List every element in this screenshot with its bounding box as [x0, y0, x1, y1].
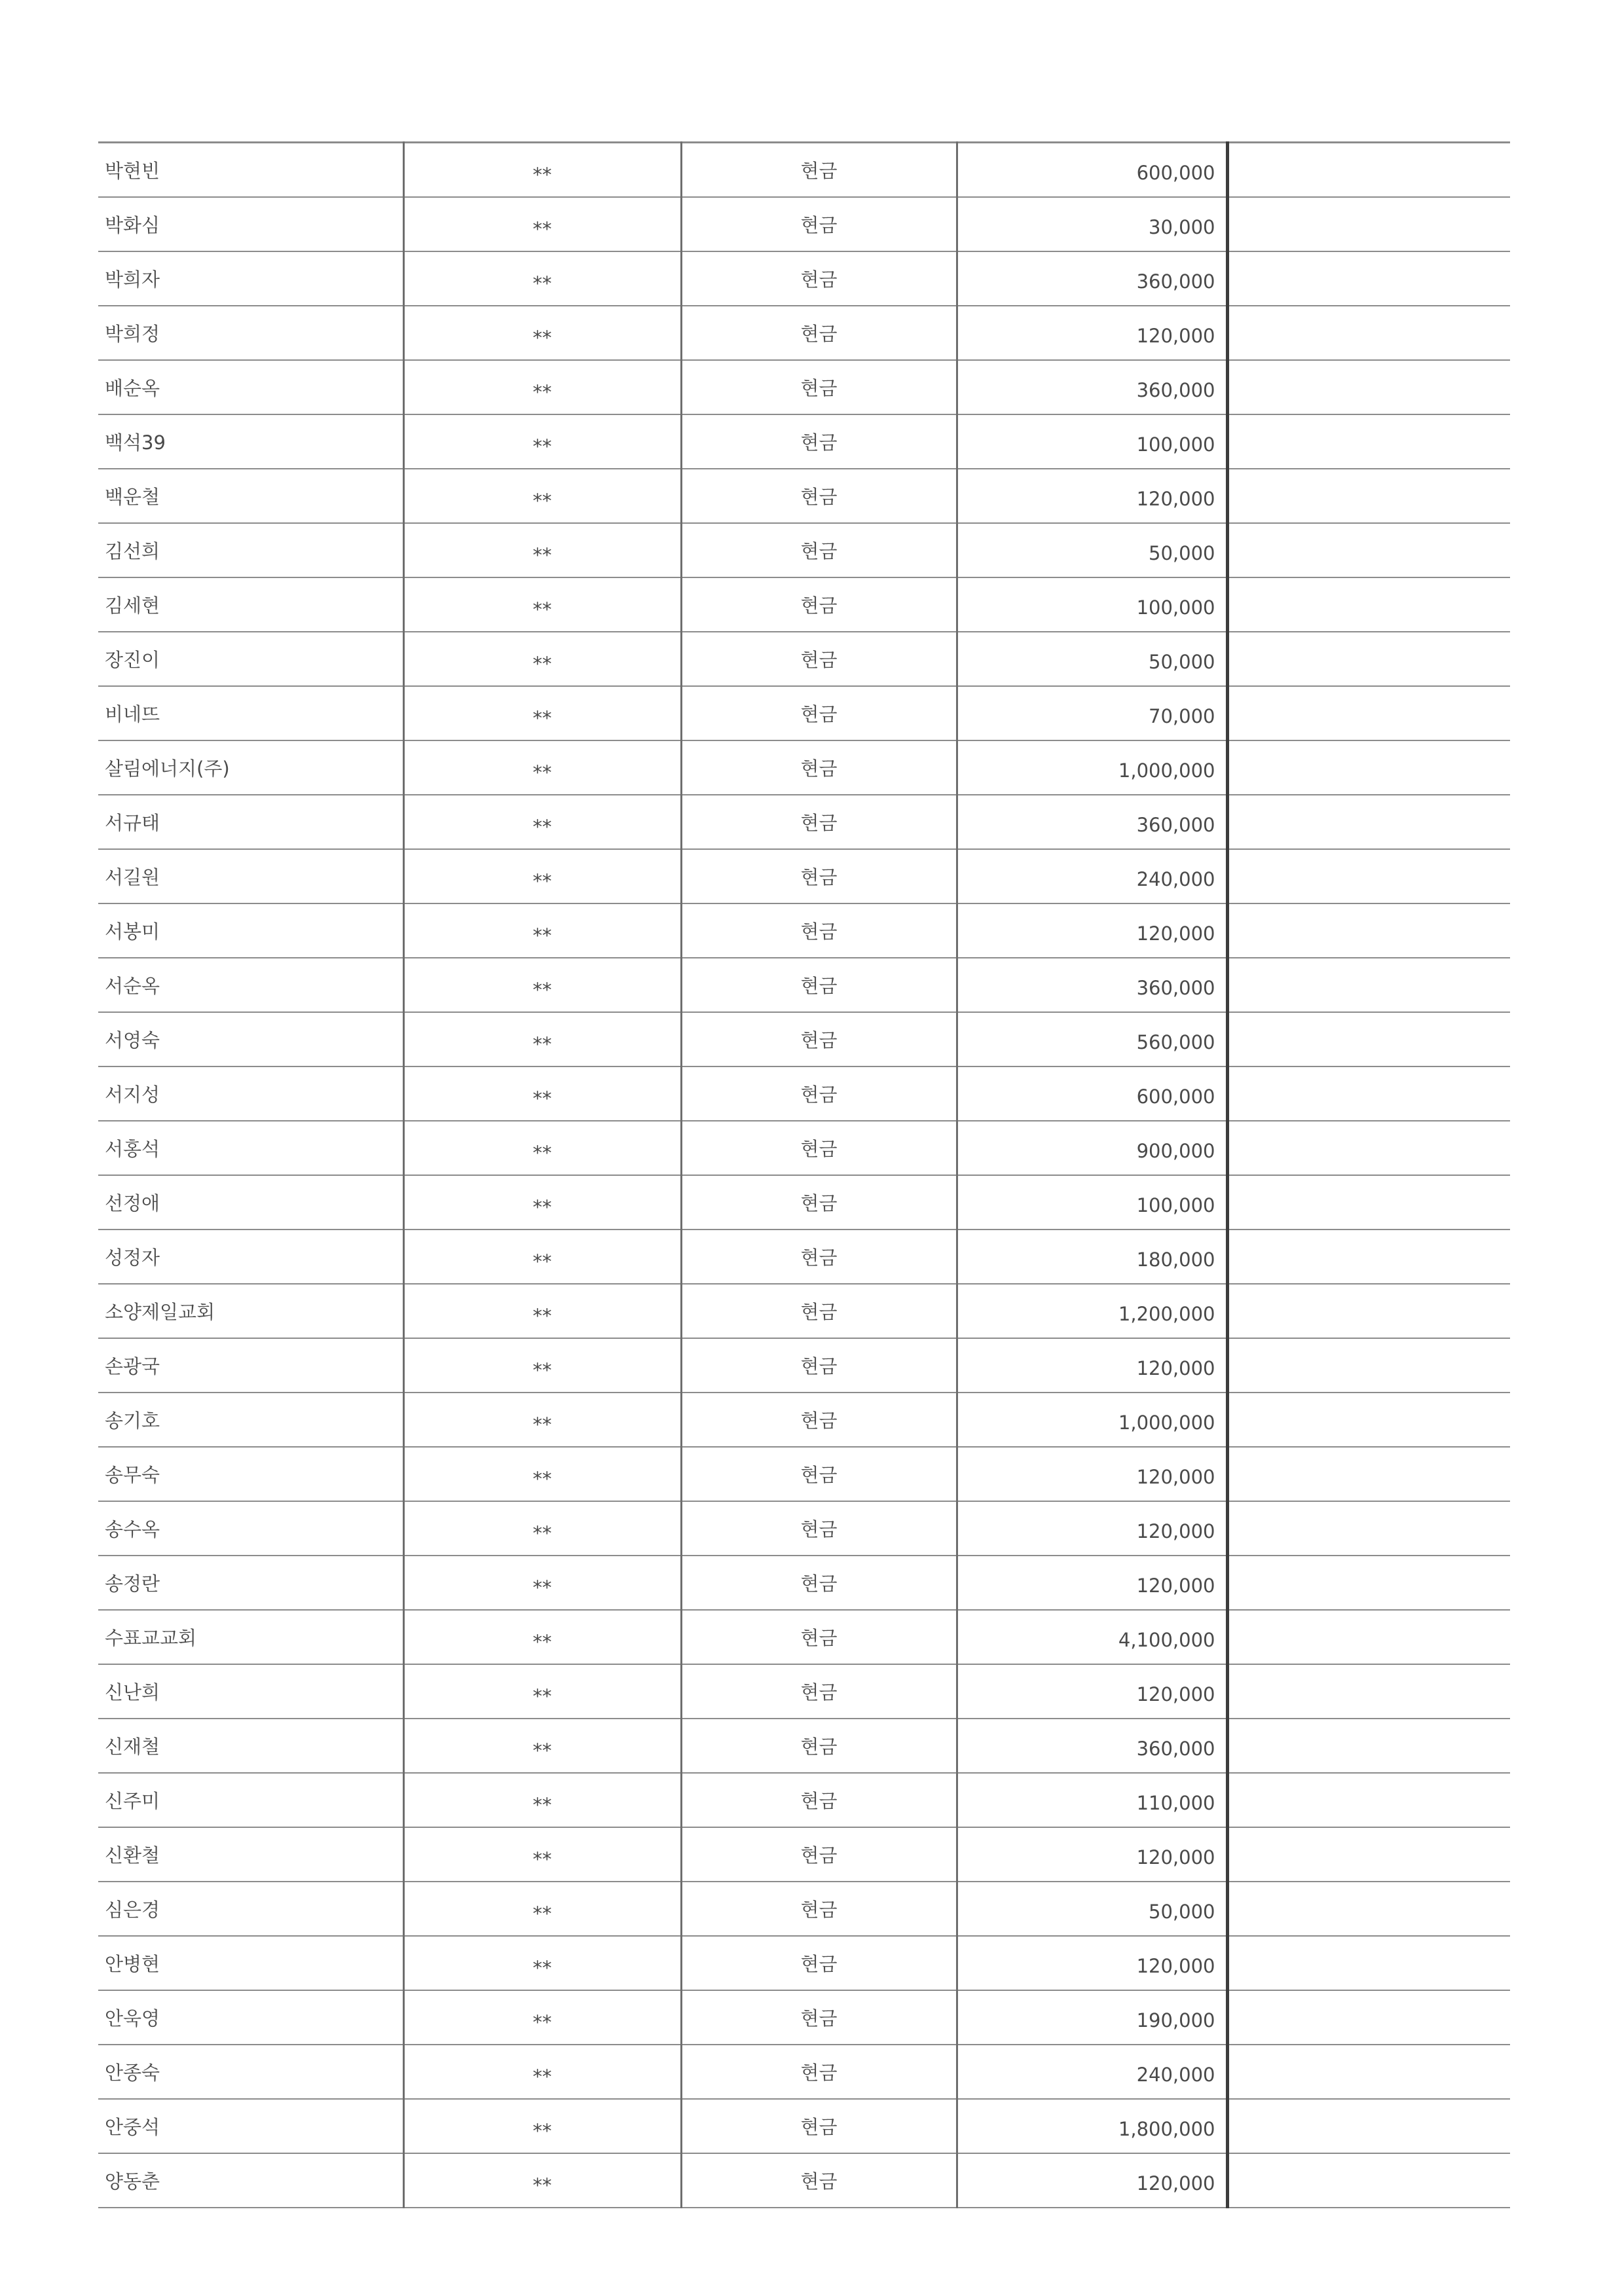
amount-cell: 360,000 [957, 795, 1227, 849]
payment-type-cell: 현금 [681, 1447, 957, 1501]
blank-cell [1227, 1447, 1510, 1501]
blank-cell [1227, 1773, 1510, 1827]
blank-cell [1227, 1501, 1510, 1556]
table-row [98, 1066, 1510, 1121]
blank-cell [1227, 577, 1510, 632]
table-row [98, 251, 1510, 306]
masked-id-cell: ** [403, 1230, 681, 1284]
payment-type-cell: 현금 [681, 1338, 957, 1393]
masked-id-cell: ** [403, 1664, 681, 1719]
donor-name-cell: 송수옥 [98, 1501, 403, 1556]
payment-type-cell: 현금 [681, 795, 957, 849]
donor-name-cell: 심은경 [98, 1882, 403, 1936]
masked-id-cell: ** [403, 903, 681, 958]
payment-type-cell: 현금 [681, 686, 957, 740]
donor-name-cell: 신환철 [98, 1827, 403, 1882]
payment-type-cell: 현금 [681, 577, 957, 632]
masked-id-cell: ** [403, 740, 681, 795]
payment-type-cell: 현금 [681, 143, 957, 198]
donor-name-cell: 살림에너지(주) [98, 740, 403, 795]
amount-cell: 360,000 [957, 958, 1227, 1012]
masked-id-cell: ** [403, 1990, 681, 2045]
table-row [98, 740, 1510, 795]
donor-name-cell: 박희정 [98, 306, 403, 360]
amount-cell: 120,000 [957, 1664, 1227, 1719]
payment-type-cell: 현금 [681, 1990, 957, 2045]
table-row [98, 1284, 1510, 1338]
donor-name-cell: 안종숙 [98, 2045, 403, 2099]
blank-cell [1227, 1121, 1510, 1175]
donor-name-cell: 안중석 [98, 2099, 403, 2153]
amount-cell: 600,000 [957, 1066, 1227, 1121]
table-row [98, 795, 1510, 849]
donor-name-cell: 선정애 [98, 1175, 403, 1230]
masked-id-cell: ** [403, 251, 681, 306]
payment-type-cell: 현금 [681, 251, 957, 306]
blank-cell [1227, 632, 1510, 686]
amount-cell: 30,000 [957, 197, 1227, 251]
table-row [98, 143, 1510, 198]
donor-name-cell: 서규태 [98, 795, 403, 849]
blank-cell [1227, 1338, 1510, 1393]
donor-name-cell: 성정자 [98, 1230, 403, 1284]
donor-name-cell: 송기호 [98, 1393, 403, 1447]
payment-type-cell: 현금 [681, 1284, 957, 1338]
payment-type-cell: 현금 [681, 1501, 957, 1556]
donor-name-cell: 안욱영 [98, 1990, 403, 2045]
masked-id-cell: ** [403, 2099, 681, 2153]
table-row [98, 306, 1510, 360]
blank-cell [1227, 849, 1510, 903]
table-row [98, 1012, 1510, 1066]
blank-cell [1227, 740, 1510, 795]
masked-id-cell: ** [403, 1556, 681, 1610]
donor-name-cell: 박화심 [98, 197, 403, 251]
table-row [98, 360, 1510, 414]
donor-name-cell: 서영숙 [98, 1012, 403, 1066]
table-row [98, 1610, 1510, 1664]
payment-type-cell: 현금 [681, 2045, 957, 2099]
payment-type-cell: 현금 [681, 849, 957, 903]
blank-cell [1227, 958, 1510, 1012]
table-row [98, 2045, 1510, 2099]
donor-name-cell: 백운철 [98, 469, 403, 523]
blank-cell [1227, 1719, 1510, 1773]
donor-name-cell: 배순옥 [98, 360, 403, 414]
amount-cell: 1,800,000 [957, 2099, 1227, 2153]
blank-cell [1227, 2099, 1510, 2153]
masked-id-cell: ** [403, 360, 681, 414]
payment-type-cell: 현금 [681, 2099, 957, 2153]
blank-cell [1227, 2153, 1510, 2208]
masked-id-cell: ** [403, 1338, 681, 1393]
table-row [98, 1827, 1510, 1882]
donor-name-cell: 김세현 [98, 577, 403, 632]
donor-name-cell: 안병현 [98, 1936, 403, 1990]
blank-cell [1227, 686, 1510, 740]
payment-type-cell: 현금 [681, 1556, 957, 1610]
amount-cell: 1,000,000 [957, 1393, 1227, 1447]
masked-id-cell: ** [403, 1501, 681, 1556]
masked-id-cell: ** [403, 1066, 681, 1121]
amount-cell: 120,000 [957, 903, 1227, 958]
masked-id-cell: ** [403, 958, 681, 1012]
amount-cell: 120,000 [957, 1501, 1227, 1556]
masked-id-cell: ** [403, 469, 681, 523]
blank-cell [1227, 143, 1510, 198]
blank-cell [1227, 1936, 1510, 1990]
donor-name-cell: 송무숙 [98, 1447, 403, 1501]
amount-cell: 120,000 [957, 469, 1227, 523]
table-row [98, 1556, 1510, 1610]
masked-id-cell: ** [403, 1827, 681, 1882]
table-row [98, 1121, 1510, 1175]
masked-id-cell: ** [403, 1773, 681, 1827]
donor-name-cell: 김선희 [98, 523, 403, 577]
table-row [98, 686, 1510, 740]
amount-cell: 110,000 [957, 1773, 1227, 1827]
table-row [98, 632, 1510, 686]
donor-name-cell: 박희자 [98, 251, 403, 306]
table-row [98, 2099, 1510, 2153]
payment-type-cell: 현금 [681, 1773, 957, 1827]
payment-type-cell: 현금 [681, 1175, 957, 1230]
payment-type-cell: 현금 [681, 1664, 957, 1719]
masked-id-cell: ** [403, 1175, 681, 1230]
blank-cell [1227, 523, 1510, 577]
donor-name-cell: 박현빈 [98, 143, 403, 198]
blank-cell [1227, 360, 1510, 414]
donor-name-cell: 서지성 [98, 1066, 403, 1121]
amount-cell: 240,000 [957, 2045, 1227, 2099]
table-row [98, 1230, 1510, 1284]
blank-cell [1227, 1610, 1510, 1664]
blank-cell [1227, 1990, 1510, 2045]
masked-id-cell: ** [403, 414, 681, 469]
table-row [98, 1393, 1510, 1447]
amount-cell: 120,000 [957, 2153, 1227, 2208]
table-row [98, 2153, 1510, 2208]
blank-cell [1227, 306, 1510, 360]
amount-cell: 120,000 [957, 306, 1227, 360]
table-row [98, 523, 1510, 577]
amount-cell: 360,000 [957, 1719, 1227, 1773]
amount-cell: 100,000 [957, 1175, 1227, 1230]
table-row [98, 414, 1510, 469]
amount-cell: 120,000 [957, 1338, 1227, 1393]
blank-cell [1227, 414, 1510, 469]
table-row [98, 577, 1510, 632]
masked-id-cell: ** [403, 523, 681, 577]
amount-cell: 100,000 [957, 414, 1227, 469]
blank-cell [1227, 251, 1510, 306]
blank-cell [1227, 197, 1510, 251]
amount-cell: 1,000,000 [957, 740, 1227, 795]
table-row [98, 1338, 1510, 1393]
masked-id-cell: ** [403, 849, 681, 903]
masked-id-cell: ** [403, 143, 681, 198]
masked-id-cell: ** [403, 1284, 681, 1338]
masked-id-cell: ** [403, 2045, 681, 2099]
blank-cell [1227, 1230, 1510, 1284]
blank-cell [1227, 1284, 1510, 1338]
table-row [98, 1501, 1510, 1556]
table-row [98, 1447, 1510, 1501]
masked-id-cell: ** [403, 1447, 681, 1501]
payment-type-cell: 현금 [681, 1393, 957, 1447]
table-row [98, 1990, 1510, 2045]
amount-cell: 360,000 [957, 251, 1227, 306]
masked-id-cell: ** [403, 1610, 681, 1664]
donor-name-cell: 손광국 [98, 1338, 403, 1393]
amount-cell: 1,200,000 [957, 1284, 1227, 1338]
payment-type-cell: 현금 [681, 414, 957, 469]
payment-type-cell: 현금 [681, 958, 957, 1012]
masked-id-cell: ** [403, 795, 681, 849]
payment-type-cell: 현금 [681, 360, 957, 414]
amount-cell: 50,000 [957, 523, 1227, 577]
donation-table [98, 141, 1510, 2208]
amount-cell: 120,000 [957, 1936, 1227, 1990]
donor-name-cell: 소양제일교회 [98, 1284, 403, 1338]
amount-cell: 4,100,000 [957, 1610, 1227, 1664]
payment-type-cell: 현금 [681, 1936, 957, 1990]
payment-type-cell: 현금 [681, 1012, 957, 1066]
payment-type-cell: 현금 [681, 1610, 957, 1664]
table-row [98, 1773, 1510, 1827]
payment-type-cell: 현금 [681, 523, 957, 577]
amount-cell: 100,000 [957, 577, 1227, 632]
donor-name-cell: 장진이 [98, 632, 403, 686]
amount-cell: 70,000 [957, 686, 1227, 740]
table-row [98, 958, 1510, 1012]
amount-cell: 560,000 [957, 1012, 1227, 1066]
amount-cell: 120,000 [957, 1447, 1227, 1501]
masked-id-cell: ** [403, 1936, 681, 1990]
blank-cell [1227, 1393, 1510, 1447]
amount-cell: 180,000 [957, 1230, 1227, 1284]
payment-type-cell: 현금 [681, 1066, 957, 1121]
payment-type-cell: 현금 [681, 1827, 957, 1882]
payment-type-cell: 현금 [681, 306, 957, 360]
masked-id-cell: ** [403, 197, 681, 251]
amount-cell: 120,000 [957, 1827, 1227, 1882]
masked-id-cell: ** [403, 632, 681, 686]
masked-id-cell: ** [403, 686, 681, 740]
payment-type-cell: 현금 [681, 903, 957, 958]
blank-cell [1227, 795, 1510, 849]
masked-id-cell: ** [403, 1719, 681, 1773]
donor-name-cell: 비네뜨 [98, 686, 403, 740]
table-row [98, 849, 1510, 903]
blank-cell [1227, 1882, 1510, 1936]
amount-cell: 50,000 [957, 1882, 1227, 1936]
table-row [98, 197, 1510, 251]
amount-cell: 240,000 [957, 849, 1227, 903]
masked-id-cell: ** [403, 306, 681, 360]
blank-cell [1227, 2045, 1510, 2099]
donor-name-cell: 서길원 [98, 849, 403, 903]
masked-id-cell: ** [403, 2153, 681, 2208]
blank-cell [1227, 1012, 1510, 1066]
table-row [98, 1882, 1510, 1936]
masked-id-cell: ** [403, 1121, 681, 1175]
table-row [98, 1719, 1510, 1773]
masked-id-cell: ** [403, 1393, 681, 1447]
payment-type-cell: 현금 [681, 1121, 957, 1175]
donor-name-cell: 양동춘 [98, 2153, 403, 2208]
table-row [98, 903, 1510, 958]
donor-name-cell: 서홍석 [98, 1121, 403, 1175]
masked-id-cell: ** [403, 1882, 681, 1936]
donor-name-cell: 서순옥 [98, 958, 403, 1012]
amount-cell: 900,000 [957, 1121, 1227, 1175]
payment-type-cell: 현금 [681, 197, 957, 251]
donation-table-body [98, 143, 1510, 2208]
blank-cell [1227, 1827, 1510, 1882]
donor-name-cell: 신난희 [98, 1664, 403, 1719]
table-row [98, 1936, 1510, 1990]
blank-cell [1227, 1175, 1510, 1230]
payment-type-cell: 현금 [681, 1719, 957, 1773]
masked-id-cell: ** [403, 1012, 681, 1066]
payment-type-cell: 현금 [681, 1230, 957, 1284]
donor-name-cell: 수표교교회 [98, 1610, 403, 1664]
donor-name-cell: 서봉미 [98, 903, 403, 958]
donor-name-cell: 신주미 [98, 1773, 403, 1827]
payment-type-cell: 현금 [681, 632, 957, 686]
blank-cell [1227, 1664, 1510, 1719]
payment-type-cell: 현금 [681, 2153, 957, 2208]
donor-name-cell: 송정란 [98, 1556, 403, 1610]
amount-cell: 600,000 [957, 143, 1227, 198]
table-row [98, 1175, 1510, 1230]
payment-type-cell: 현금 [681, 1882, 957, 1936]
donor-name-cell: 신재철 [98, 1719, 403, 1773]
donor-name-cell: 백석39 [98, 414, 403, 469]
table-row [98, 469, 1510, 523]
blank-cell [1227, 1556, 1510, 1610]
masked-id-cell: ** [403, 577, 681, 632]
amount-cell: 190,000 [957, 1990, 1227, 2045]
table-row [98, 1664, 1510, 1719]
payment-type-cell: 현금 [681, 740, 957, 795]
blank-cell [1227, 903, 1510, 958]
blank-cell [1227, 469, 1510, 523]
amount-cell: 50,000 [957, 632, 1227, 686]
amount-cell: 120,000 [957, 1556, 1227, 1610]
payment-type-cell: 현금 [681, 469, 957, 523]
amount-cell: 360,000 [957, 360, 1227, 414]
blank-cell [1227, 1066, 1510, 1121]
